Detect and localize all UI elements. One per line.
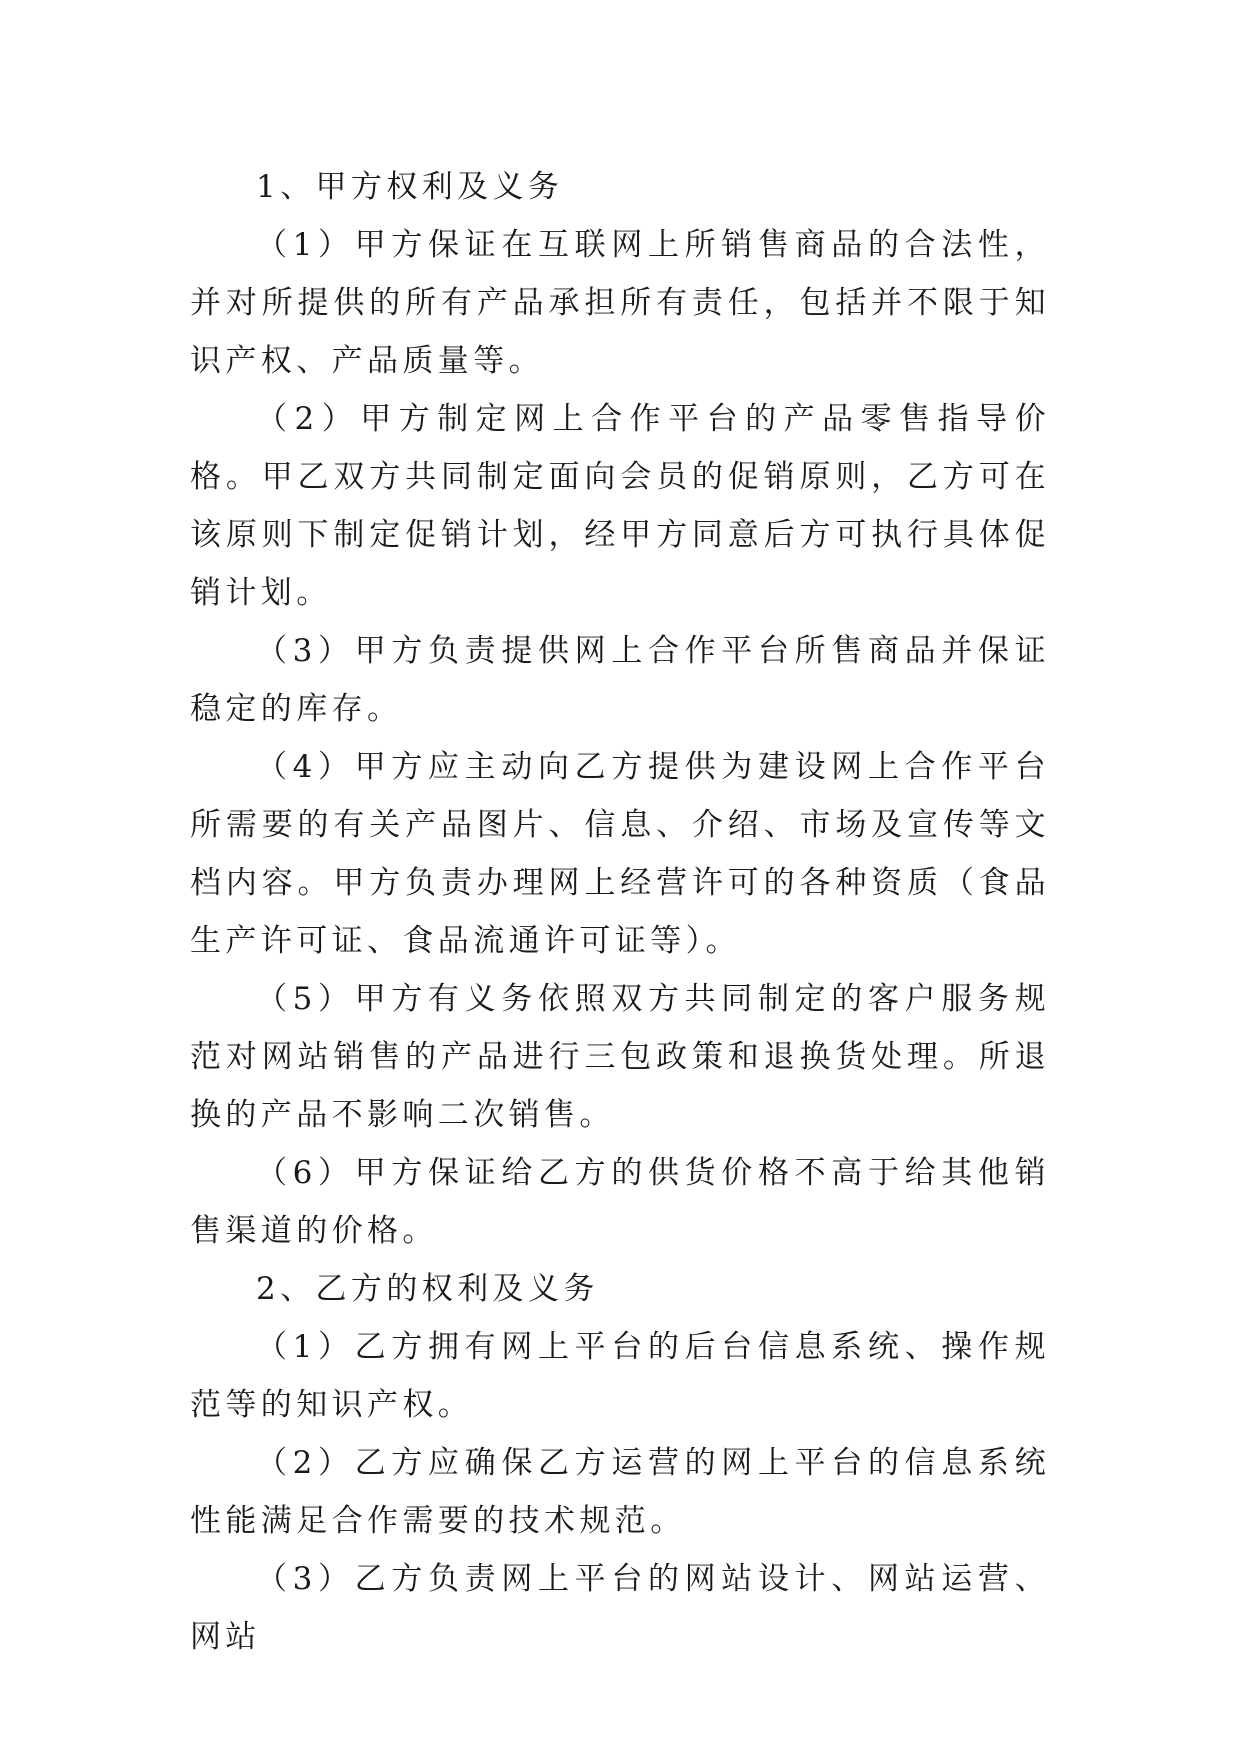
- section-heading-party-b: 2、乙方的权利及义务: [256, 1271, 599, 1307]
- party-a-clause-6: （6）甲方保证给乙方的供货价格不高于给其他销售渠道的价格。: [190, 1155, 1050, 1249]
- party-a-clause-5: （5）甲方有义务依照双方共同制定的客户服务规范对网站销售的产品进行三包政策和退换货处理。所退换的产品不影响二次销售。: [190, 981, 1050, 1133]
- section-heading-party-a: 1、甲方权利及义务: [256, 169, 564, 205]
- party-a-clause-3: （3）甲方负责提供网上合作平台所售商品并保证稳定的库存。: [190, 633, 1050, 727]
- party-a-clause-1: （1）甲方保证在互联网上所销售商品的合法性，并对所提供的所有产品承担所有责任，包括并不限于知识产权、产品质量等。: [190, 227, 1050, 379]
- party-a-clause-2: （2）甲方制定网上合作平台的产品零售指导价格。甲乙双方共同制定面向会员的促销原则，乙方可在该原则下制定促销计划，经甲方同意后方可执行具体促销计划。: [190, 401, 1050, 611]
- party-b-clause-3: （3）乙方负责网上平台的网站设计、网站运营、网站: [190, 1561, 1050, 1655]
- document-body: [190, 158, 1050, 1666]
- party-b-clause-2: （2）乙方应确保乙方运营的网上平台的信息系统性能满足合作需要的技术规范。: [190, 1445, 1050, 1539]
- party-b-clause-1: （1）乙方拥有网上平台的后台信息系统、操作规范等的知识产权。: [190, 1329, 1050, 1423]
- party-a-clause-4: （4）甲方应主动向乙方提供为建设网上合作平台所需要的有关产品图片、信息、介绍、市场及宣传等文档内容。甲方负责办理网上经营许可的各种资质（食品生产许可证、食品流通许可证等）。: [190, 749, 1050, 959]
